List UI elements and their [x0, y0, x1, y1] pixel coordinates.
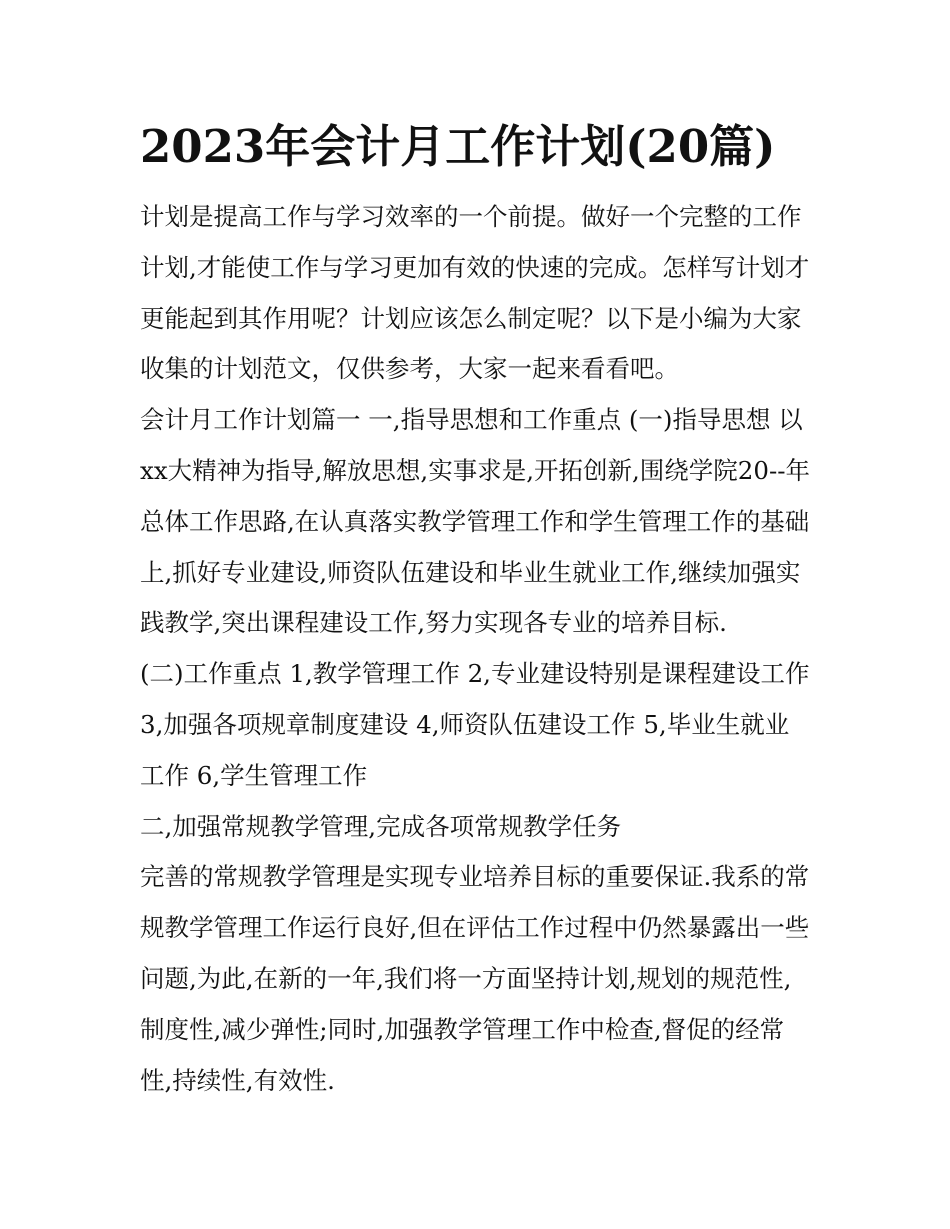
work-focus-paragraph: (二)工作重点 1,教学管理工作 2,专业建设特别是课程建设工作 3,加强各项规章制度建设 4,师资队伍建设工作 5,毕业生就业工作 6,学生管理工作	[140, 659, 810, 790]
document-title: 2023年会计月工作计划(20篇)	[140, 120, 776, 173]
intro-paragraph: 计划是提高工作与学习效率的一个前提。做好一个完整的工作计划,才能使工作与学习更加有效的快速的完成。怎样写计划才更能起到其作用呢？计划应该怎么制定呢？以下是小编为大家收集的计划范文，仅供参考，大家一起来看看吧。	[140, 202, 810, 384]
document-page	[140, 112, 812, 1106]
section-heading-two: 二,加强常规教学管理,完成各项常规教学任务	[140, 811, 622, 841]
routine-management-paragraph: 完善的常规教学管理是实现专业培养目标的重要保证.我系的常规教学管理工作运行良好,但在评估工作过程中仍然暴露出一些问题,为此,在新的一年,我们将一方面坚持计划,规划的规范性,制度性,减少弹性;同时,加强教学管理工作中检查,督促的经常性,持续性,有效性.	[140, 862, 810, 1095]
plan-one-paragraph: 会计月工作计划篇一 一,指导思想和工作重点 (一)指导思想 以xx大精神为指导,解放思想,实事求是,开拓创新,围绕学院20--年总体工作思路,在认真落实教学管理工作和学生管理工作的基础上,抓好专业建设,师资队伍建设和毕业生就业工作,继续加强实践教学,突出课程建设工作,努力实现各专业的培养目标.	[140, 405, 811, 638]
